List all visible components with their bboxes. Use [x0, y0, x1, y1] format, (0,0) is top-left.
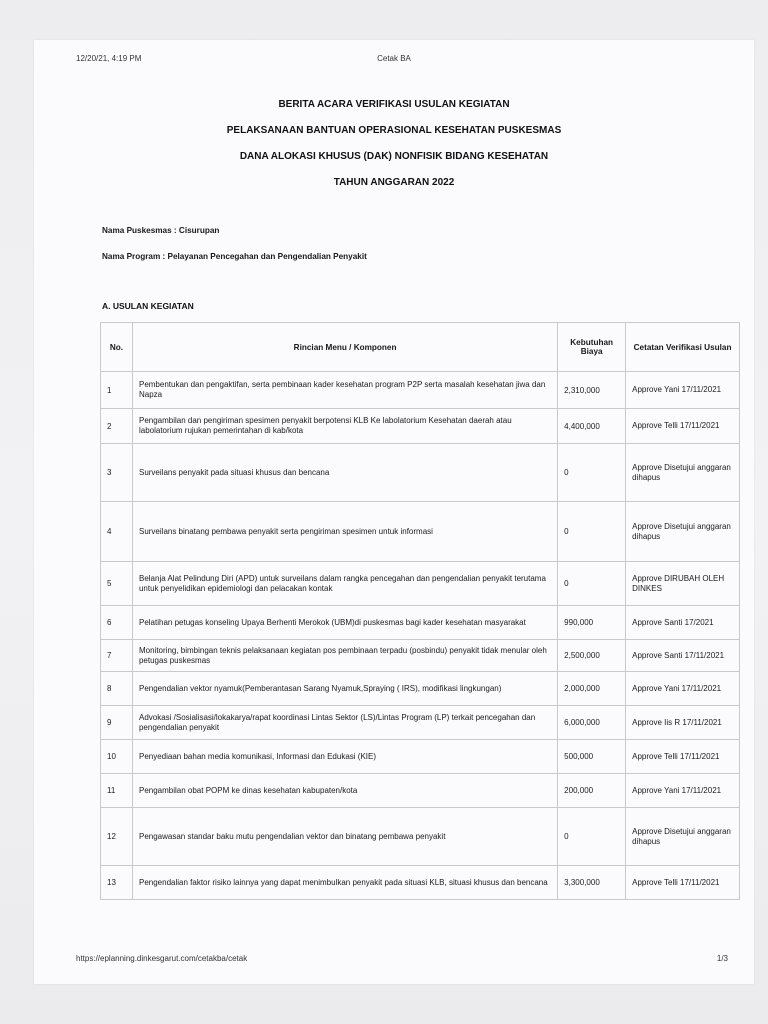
row-biaya: 990,000: [558, 606, 626, 640]
row-no: 2: [101, 409, 133, 444]
table-row: [101, 444, 740, 502]
print-datetime: 12/20/21, 4:19 PM: [76, 54, 142, 63]
row-rincian: Pengambilan obat POPM ke dinas kesehatan kabupaten/kota: [132, 774, 557, 808]
row-biaya: 200,000: [558, 774, 626, 808]
table-row: [101, 774, 740, 808]
table-row: [101, 562, 740, 606]
table-header-row: [101, 323, 740, 372]
row-rincian: Advokasi /Sosialisasi/lokakarya/rapat koordinasi Lintas Sektor (LS)/Lintas Program (LP) terkait pencegahan dan pengendalian penyakit: [132, 706, 557, 740]
row-no: 11: [101, 774, 133, 808]
row-biaya: 6,000,000: [558, 706, 626, 740]
row-no: 7: [101, 640, 133, 672]
row-rincian: Pengawasan standar baku mutu pengendalian vektor dan binatang pembawa penyakit: [132, 808, 557, 866]
document-page: [34, 40, 754, 984]
table-row: [101, 808, 740, 866]
row-catatan: Approve Disetujui anggaran dihapus: [626, 444, 740, 502]
table-row: [101, 409, 740, 444]
title-line-3: DANA ALOKASI KHUSUS (DAK) NONFISIK BIDANG KESEHATAN: [239, 151, 549, 162]
program-name: Nama Program : Pelayanan Pencegahan dan Pengendalian Penyakit: [102, 252, 367, 261]
row-catatan: Approve Telli 17/11/2021: [626, 866, 740, 900]
row-no: 6: [101, 606, 133, 640]
table-row: [101, 740, 740, 774]
document-title-block: [34, 98, 754, 202]
row-no: 8: [101, 672, 133, 706]
row-catatan: Approve Yani 17/11/2021: [626, 372, 740, 409]
row-biaya: 2,310,000: [558, 372, 626, 409]
title-line-1: BERITA ACARA VERIFIKASI USULAN KEGIATAN: [278, 99, 510, 110]
row-catatan: Approve Santi 17/11/2021: [626, 640, 740, 672]
row-no: 5: [101, 562, 133, 606]
row-catatan: Approve Telli 17/11/2021: [626, 740, 740, 774]
row-rincian: Pengambilan dan pengiriman spesimen penyakit berpotensi KLB Ke labolatorium Kesehatan daerah atau labolatorium rujukan pemerintahan di kab/kota: [132, 409, 557, 444]
row-catatan: Approve Iis R 17/11/2021: [626, 706, 740, 740]
table-row: [101, 706, 740, 740]
row-catatan: Approve Yani 17/11/2021: [626, 672, 740, 706]
header-no: No.: [101, 323, 133, 372]
row-catatan: Approve DIRUBAH OLEH DINKES: [626, 562, 740, 606]
row-rincian: Surveilans penyakit pada situasi khusus dan bencana: [132, 444, 557, 502]
row-biaya: 500,000: [558, 740, 626, 774]
row-catatan: Approve Disetujui anggaran dihapus: [626, 502, 740, 562]
row-rincian: Surveilans binatang pembawa penyakit serta pengiriman spesimen untuk informasi: [132, 502, 557, 562]
footer-page-number: 1/3: [716, 954, 728, 963]
row-catatan: Approve Yani 17/11/2021: [626, 774, 740, 808]
row-rincian: Belanja Alat Pelindung Diri (APD) untuk surveilans dalam rangka pencegahan dan pengendalian penyakit terutama untuk penyelidikan epidemiologi dan pelacakan kontak: [132, 562, 557, 606]
row-biaya: 0: [558, 562, 626, 606]
header-rincian: Rincian Menu / Komponen: [132, 323, 557, 372]
print-page-title: Cetak BA: [377, 54, 411, 63]
puskesmas-name: Nama Puskesmas : Cisurupan: [102, 226, 220, 235]
row-rincian: Pelatihan petugas konseling Upaya Berhenti Merokok (UBM)di puskesmas bagi kader kesehatan masyarakat: [132, 606, 557, 640]
section-title: A. USULAN KEGIATAN: [102, 301, 194, 311]
row-no: 3: [101, 444, 133, 502]
table-row: [101, 866, 740, 900]
row-biaya: 2,500,000: [558, 640, 626, 672]
row-biaya: 0: [558, 808, 626, 866]
row-rincian: Pengendalian faktor risiko lainnya yang dapat menimbulkan penyakit pada situasi KLB, situasi khusus dan bencana: [132, 866, 557, 900]
title-line-2: PELAKSANAAN BANTUAN OPERASIONAL KESEHATAN PUSKESMAS: [226, 125, 562, 136]
footer-url: https://eplanning.dinkesgarut.com/cetakba/cetak: [76, 954, 248, 963]
row-biaya: 4,400,000: [558, 409, 626, 444]
usulan-kegiatan-table: [100, 322, 740, 900]
row-rincian: Monitoring, bimbingan teknis pelaksanaan kegiatan pos pembinaan terpadu (posbindu) penyakit tidak menular oleh petugas puskesmas: [132, 640, 557, 672]
row-rincian: Penyediaan bahan media komunikasi, Informasi dan Edukasi (KIE): [132, 740, 557, 774]
table-row: [101, 640, 740, 672]
row-no: 1: [101, 372, 133, 409]
row-no: 12: [101, 808, 133, 866]
header-catatan: Cetatan Verifikasi Usulan: [626, 323, 740, 372]
row-biaya: 2,000,000: [558, 672, 626, 706]
row-biaya: 0: [558, 444, 626, 502]
row-biaya: 3,300,000: [558, 866, 626, 900]
header-kebutuhan: Kebutuhan Biaya: [558, 323, 626, 372]
row-catatan: Approve Telli 17/11/2021: [626, 409, 740, 444]
row-no: 9: [101, 706, 133, 740]
table-row: [101, 502, 740, 562]
row-rincian: Pengendalian vektor nyamuk(Pemberantasan Sarang Nyamuk,Spraying ( IRS), modifikasi lingkungan): [132, 672, 557, 706]
row-no: 10: [101, 740, 133, 774]
row-no: 4: [101, 502, 133, 562]
table-row: [101, 672, 740, 706]
row-rincian: Pembentukan dan pengaktifan, serta pembinaan kader kesehatan program P2P serta masalah kesehatan jiwa dan Napza: [132, 372, 557, 409]
table-row: [101, 606, 740, 640]
title-line-4: TAHUN ANGGARAN 2022: [333, 177, 455, 188]
row-biaya: 0: [558, 502, 626, 562]
row-catatan: Approve Disetujui anggaran dihapus: [626, 808, 740, 866]
row-catatan: Approve Santi 17/2021: [626, 606, 740, 640]
row-no: 13: [101, 866, 133, 900]
table-row: [101, 372, 740, 409]
